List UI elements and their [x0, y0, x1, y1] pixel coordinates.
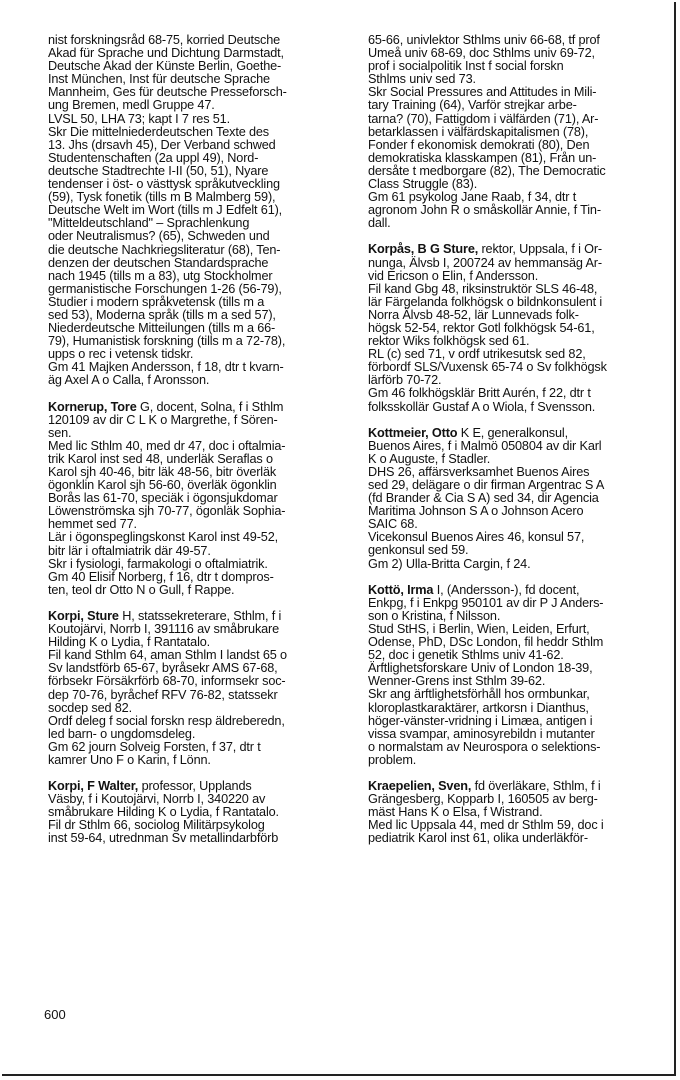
entry-text: nist forskningsråd 68-75, korried Deutsche	[48, 33, 281, 47]
entry-text: småbrukare Hilding K o Lydia, f Rantatalo.	[48, 805, 279, 820]
entry-text: Studier i modern språkvetensk (tills m a	[48, 294, 265, 309]
page-number: 600	[44, 1007, 66, 1022]
entry-text: 52, doc i genetik Sthlms univ 41-62.	[368, 648, 564, 663]
entry-text: dep 70-76, byråchef RFV 76-82, statssekr	[48, 687, 278, 702]
entry-text: SAIC 68.	[368, 517, 418, 532]
entry-text: tendenser i öst- o västtysk språkutveckling	[48, 177, 280, 192]
entry-korp-s-b-g-sture	[368, 243, 670, 413]
entry-text: sed 53), Moderna språk (tills m a sed 57),	[48, 307, 276, 322]
entry-continuation	[368, 34, 670, 230]
entry-kraepelien-sven	[368, 780, 670, 845]
entry-text: Gm 61 psykolog Jane Raab, f 34, dtr t	[368, 190, 577, 205]
entry-line	[368, 832, 670, 845]
entry-text: dersåte t medborgare (82), The Democratic	[368, 163, 606, 178]
entry-text: H, statssekreterare, Sthlm, f i	[118, 608, 282, 623]
entry-text: Lär i ögonspeglingskonst Karol inst 49-52,	[48, 530, 278, 545]
entry-text: Grängesberg, Kopparb I, 160505 av berg-	[368, 792, 598, 807]
entry-text: Karol sjh 40-46, bitr läk 48-56, bitr överläk	[48, 465, 277, 479]
entry-text: deutsche Stadtrechte I-II (50, 51), Nyare	[48, 163, 269, 178]
entry-text: fd överläkare, Sthlm, f i	[471, 778, 601, 793]
entry-text: lärförb 70-72.	[368, 373, 442, 388]
left-column	[48, 34, 338, 859]
entry-headword: Kornerup, Tore	[48, 399, 137, 414]
entry-text: kloroplastkaraktärer, artkorsn i Dianthus,	[368, 700, 589, 715]
entry-text: demokratiska klasskampen (81), Från un-	[368, 150, 597, 165]
entry-text: Sthlms univ sed 73.	[368, 72, 476, 87]
entry-text: upps o rec i vetensk tidskr.	[48, 347, 194, 362]
entry-text: Enkpg, f i Enkpg 950101 av dir P J Anders-	[368, 595, 604, 610]
entry-text: Gm 41 Majken Andersson, f 18, dtr t kvarn-	[48, 360, 284, 375]
entry-text: ten, teol dr Otto N o Gull, f Rappe.	[48, 582, 235, 597]
entry-headword: Korpi, F Walter,	[48, 779, 139, 794]
entry-line	[368, 217, 670, 230]
entry-text: Hilding K o Lydia, f Rantatalo.	[48, 635, 211, 650]
entry-headword: Kottmeier, Otto	[368, 425, 458, 440]
entry-text: rektor Wiks folkhögsk sed 61.	[368, 334, 530, 349]
entry-line	[48, 584, 338, 597]
entry-text: genkonsul sed 59.	[368, 543, 469, 558]
right-column	[368, 34, 670, 858]
entry-kottmeier-otto	[368, 427, 670, 571]
entry-text: vid Ericson o Elin, f Andersson.	[368, 268, 539, 283]
entry-text: germanistische Forschungen 1-26 (56-79),	[48, 281, 282, 296]
entry-korpi-sture	[48, 610, 338, 767]
entry-text: äg Axel A o Calla, f Aronsson.	[48, 373, 210, 388]
entry-text: Gm 40 Elisif Norberg, f 16, dtr t dompros-	[48, 569, 274, 584]
entry-headword: Korpås, B G Sture,	[368, 242, 479, 257]
entry-text: Deutsche Welt im Wort (tills m J Edfelt 61),	[48, 203, 283, 218]
entry-text: 120109 av dir C L K o Margrethe, f Sören-	[48, 412, 278, 427]
entry-headword: Korpi, Sture	[48, 608, 119, 623]
entry-text: folksskollär Gustaf A o Wiola, f Svensson.	[368, 399, 596, 414]
entry-text: Vicekonsul Buenos Aires 46, konsul 57,	[368, 530, 585, 545]
entry-text: denzen der deutschen Standardsprache	[48, 255, 269, 270]
entry-text: problem.	[368, 752, 417, 767]
entry-text: Ordf deleg f social forskn resp äldreberedn,	[48, 713, 285, 728]
entry-text: dall.	[368, 216, 391, 231]
entry-text: nach 1945 (tills m a 83), utg Stockholmer	[48, 268, 273, 283]
entry-text: höger-vänster-vridning i Limæa, antigen i	[368, 713, 593, 728]
entry-korpi-f-walter	[48, 780, 338, 845]
entry-text: I, (Andersson-), fd docent,	[433, 582, 580, 597]
entry-text: prof i socialpolitik Inst f social forskn	[368, 59, 564, 74]
entry-text: Borås las 61-70, speciäk i ögonsjukdomar	[48, 491, 278, 506]
entry-text: vissa svampar, aminosyrebildn i mutanter	[368, 726, 595, 741]
entry-text: Stud StHS, i Berlin, Wien, Leiden, Erfurt,	[368, 621, 590, 636]
entry-text: 13. Jhs (drsavh 45), Der Verband schwed	[48, 137, 276, 152]
entry-line	[368, 204, 670, 217]
entry-text: Gm 62 journ Solveig Forsten, f 37, dtr t	[48, 739, 261, 754]
entry-text: Fil kand Gbg 48, riksinstruktör SLS 46-48,	[368, 281, 598, 296]
entry-text: Ärftlighetsforskare Univ of London 18-39,	[368, 661, 593, 676]
entry-text: Gm 2) Ulla-Britta Cargin, f 24.	[368, 556, 531, 571]
entry-text: led barn- o ungdomsdeleg.	[48, 726, 196, 741]
entry-text: Mannheim, Ges für deutsche Presseforsch-	[48, 85, 287, 100]
entry-continuation	[48, 34, 338, 388]
entry-text: (fd Brander & Cia S A) sed 34, dir Agencia	[368, 491, 599, 506]
entry-text: inst 59-64, utrednman Sv metallindarbförb	[48, 831, 279, 846]
entry-text: Norra Älvsb 48-52, lär Lunnevads folk-	[368, 307, 579, 322]
entry-text: 65-66, univlektor Sthlms univ 66-68, tf prof	[368, 33, 600, 47]
entry-headword: Kraepelien, Sven,	[368, 778, 472, 793]
entry-text: Sv landstförb 65-67, byråsekr AMS 67-68,	[48, 661, 278, 676]
entry-kott-irma	[368, 584, 670, 767]
entry-line	[368, 558, 670, 571]
entry-text: Med lic Uppsala 44, med dr Sthlm 59, doc i	[368, 818, 604, 833]
entry-headword: Kottö, Irma	[368, 582, 434, 597]
entry-text: förbsekr Försäkrförb 68-70, informsekr soc-	[48, 674, 286, 689]
entry-text: (59), Tysk fonetik (tills m B Malmberg 59),	[48, 190, 276, 205]
entry-text: Skr ang ärftlighetsförhåll hos ormbunkar,	[368, 687, 590, 702]
entry-text: sed 29, delägare o dir firman Argentrac S A	[368, 478, 605, 492]
entry-text: Löwenströmska sjh 70-77, ögonläk Sophia-	[48, 504, 286, 519]
entry-line	[368, 401, 670, 414]
entry-text: Akad für Sprache und Dichtung Darmstadt,	[48, 46, 284, 61]
entry-text: sen.	[48, 425, 72, 440]
entry-text: förbordf SLS/Vuxensk 65-74 o Sv folkhögsk	[368, 360, 607, 375]
entry-text: Wenner-Grens inst Sthlm 39-62.	[368, 674, 546, 689]
entry-text: son o Kristina, f Nilsson.	[368, 608, 501, 623]
entry-text: "Mitteldeutschland" – Sprachlenkung	[48, 216, 250, 231]
entry-text: Fonder f ekonomisk demokrati (80), Den	[368, 137, 590, 152]
entry-text: 79), Humanistisk forskning (tills m a 72-78),	[48, 334, 286, 349]
entry-text: Gm 46 folkhögsklär Britt Aurén, f 22, dtr t	[368, 386, 591, 401]
entry-text: Fil dr Sthlm 66, sociolog Militärpsykolog	[48, 818, 265, 833]
entry-line	[48, 754, 338, 767]
entry-text: Skr i fysiologi, farmakologi o oftalmiatrik.	[48, 556, 268, 571]
entry-line	[48, 832, 338, 845]
entry-text: ögonklin Karol sjh 56-60, överläk ögonklin	[48, 478, 277, 493]
entry-text: socdep sed 82.	[48, 700, 132, 715]
entry-text: Studentenschaften (2a uppl 49), Nord-	[48, 150, 259, 165]
entry-text: Fil kand Sthlm 64, aman Sthlm I landst 65 o	[48, 648, 287, 663]
entry-text: Class Struggle (83).	[368, 177, 478, 192]
entry-text: tary Training (64), Varför strejkar arbe-	[368, 98, 577, 113]
entry-text: nunga, Älvsb I, 200724 av hemmansäg Ar-	[368, 255, 602, 270]
entry-text: K o Auguste, f Stadler.	[368, 451, 491, 466]
entry-text: oder Neutralismus? (65), Schweden und	[48, 229, 270, 244]
entry-text: Buenos Aires, f i Malmö 050804 av dir Karl	[368, 438, 602, 453]
entry-text: ung Bremen, medl Gruppe 47.	[48, 98, 215, 113]
entry-text: die deutsche Nachkriegsliteratur (68), Ten-	[48, 242, 281, 257]
entry-text: tarna? (70), Fattigdom i välfärden (71), Ar-	[368, 111, 599, 126]
entry-text: o normalstam av Neurospora o selektions-	[368, 739, 601, 754]
entry-text: lär Färgelanda folkhögsk o bildnkonsulent i	[368, 294, 603, 309]
entry-text: Maritima Johnson S A o Johnson Acero	[368, 504, 584, 519]
entry-text: Koutojärvi, Norrb I, 391116 av småbrukare	[48, 622, 280, 637]
entry-text: Niederdeutsche Mitteilungen (tills m a 66-	[48, 321, 276, 336]
entry-text: trik Karol inst sed 48, underläk Seraflas o	[48, 451, 273, 466]
entry-text: professor, Upplands	[138, 779, 252, 794]
entry-text: Väsby, f i Koutojärvi, Norrb I, 340220 av	[48, 792, 266, 807]
entry-text: G, docent, Solna, f i Sthlm	[136, 399, 284, 414]
entry-text: RL (c) sed 71, v ordf utrikesutsk sed 82,	[368, 347, 586, 362]
entry-text: DHS 26, affärsverksamhet Buenos Aires	[368, 464, 590, 479]
entry-text: Umeå univ 68-69, doc Sthlms univ 69-72,	[368, 46, 595, 61]
entry-text: hemmet sed 77.	[48, 517, 137, 532]
entry-line	[48, 414, 338, 427]
entry-text: Skr Social Pressures and Attitudes in Mili-	[368, 85, 597, 100]
entry-text: rektor, Uppsala, f i Or-	[478, 242, 602, 257]
entry-text: Skr Die mittelniederdeutschen Texte des	[48, 124, 269, 139]
entry-text: agronom John R o småskollär Annie, f Tin-	[368, 203, 601, 218]
entry-text: kamrer Uno F o Karin, f Lönn.	[48, 752, 211, 767]
entry-text: betarklassen i välfärdskapitalismen (78),	[368, 124, 589, 139]
entry-line	[48, 374, 338, 387]
entry-text: mäst Hans K o Elsa, f Wistrand.	[368, 805, 543, 820]
entry-text: högsk 52-54, rektor Gotl folkhögsk 54-61,	[368, 320, 595, 335]
entry-text: Inst München, Inst für deutsche Sprache	[48, 72, 270, 87]
entry-text: Deutsche Akad der Künste Berlin, Goethe-	[48, 59, 282, 74]
entry-kornerup-tore	[48, 401, 338, 597]
entry-text: K E, generalkonsul,	[457, 425, 568, 440]
entry-text: pediatrik Karol inst 61, olika underläkför-	[368, 831, 588, 846]
entry-text: LVSL 50, LHA 73; kapt I 7 res 51.	[48, 111, 230, 126]
entry-text: Odense, PhD, DSc London, fil heddr Sthlm	[368, 635, 604, 650]
entry-text: Med lic Sthlm 40, med dr 47, doc i oftalmia-	[48, 438, 286, 453]
entry-text: bitr lär i oftalmiatrik där 49-57.	[48, 543, 211, 558]
entry-line	[368, 754, 670, 767]
